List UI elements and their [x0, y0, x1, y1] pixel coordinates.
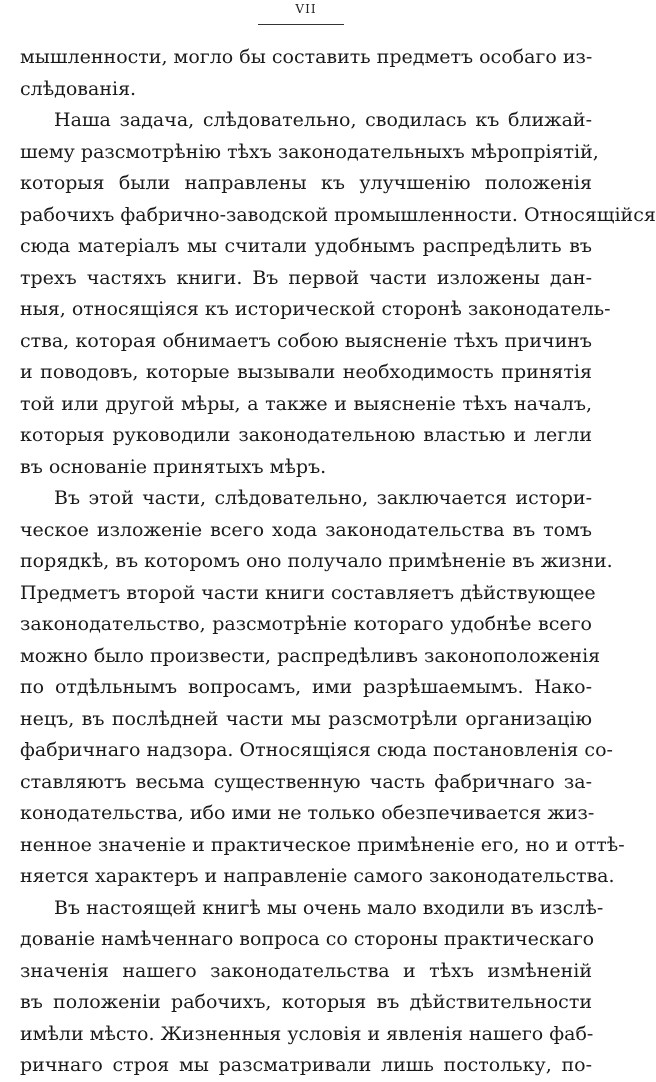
- page-number: VII: [295, 2, 317, 16]
- text-line: ческое изложеніе всего хода законодательства въ томъ: [20, 518, 592, 541]
- text-line: значенія нашего законодательства и тѣхъ измѣненій: [20, 959, 592, 982]
- paragraph: [20, 42, 592, 105]
- text-line: которыя были направлены къ улучшенію положенія: [20, 172, 592, 194]
- text-line: въ основаніе принятыхъ мѣръ.: [20, 455, 327, 478]
- text-line: въ положеніи рабочихъ, которыя въ дѣйствительности: [20, 991, 592, 1013]
- header-rule: [258, 24, 344, 25]
- text-line: слѣдованія.: [20, 77, 137, 100]
- text-line: няется характеръ и направленіе самого законодательства.: [20, 865, 615, 887]
- text-line: конодательства, ибо ими не только обезпечивается жиз-: [20, 802, 595, 824]
- text-line: шему разсмотрѣнію тѣхъ законодательныхъ мѣропріятій,: [20, 140, 599, 163]
- text-line: той или другой мѣры, а также и выясненіе тѣхъ началъ,: [20, 392, 592, 415]
- text-line: Предметъ второй части книги составляетъ дѣйствующее: [20, 581, 596, 604]
- text-line: законодательство, разсмотрѣніе котораго удобнѣе всего: [20, 613, 592, 635]
- text-line: ныя, относящіяся къ исторической сторонѣ законодатель-: [20, 298, 611, 320]
- text-line: можно было произвести, распредѣливъ законоположенія: [20, 644, 601, 667]
- text-line: дованіе намѣченнаго вопроса со стороны практическаго: [20, 928, 595, 950]
- paragraph: [20, 105, 656, 483]
- text-line: мышленности, могло бы составить предметъ особаго из-: [20, 46, 593, 68]
- text-line: имѣли мѣсто. Жизненныя условія и явленія нашего фаб-: [20, 1022, 594, 1045]
- text-line: ненное значеніе и практическое примѣненіе его, но и оттѣ-: [20, 833, 625, 856]
- text-line: трехъ частяхъ книги. Въ первой части изложены дан-: [20, 266, 592, 289]
- body-text: [20, 42, 656, 1082]
- text-line: и поводовъ, которые вызывали необходимость принятія: [20, 361, 592, 383]
- text-line: ставляютъ весьма существенную часть фабричнаго за-: [20, 770, 592, 793]
- text-line: Въ этой части, слѣдовательно, заключается истори-: [54, 487, 592, 509]
- text-line: ричнаго строя мы разсматривали лишь постольку, по-: [20, 1054, 592, 1076]
- text-line: Наша задача, слѣдовательно, сводилась къ ближай-: [54, 109, 592, 131]
- text-line: по отдѣльнымъ вопросамъ, ими разрѣшаемымъ. Нако-: [20, 676, 592, 698]
- paragraph: [20, 893, 604, 1082]
- text-line: порядкѣ, въ которомъ оно получало примѣненіе въ жизни.: [20, 550, 613, 572]
- text-line: ства, которая обнимаетъ собою выясненіе тѣхъ причинъ: [20, 329, 592, 352]
- text-line: нецъ, въ послѣдней части мы разсмотрѣли организацію: [20, 707, 592, 730]
- text-line: которыя руководили законодательною властью и легли: [20, 424, 592, 446]
- text-line: сюда матеріалъ мы считали удобнымъ распредѣлить въ: [20, 235, 592, 257]
- text-line: фабричнаго надзора. Относящіяся сюда постановленія со-: [20, 739, 613, 761]
- text-line: Въ настоящей книгѣ мы очень мало входили въ изслѣ-: [54, 896, 604, 919]
- paragraph: [20, 483, 625, 893]
- text-line: рабочихъ фабрично-заводской промышленности. Относящійся: [20, 203, 656, 226]
